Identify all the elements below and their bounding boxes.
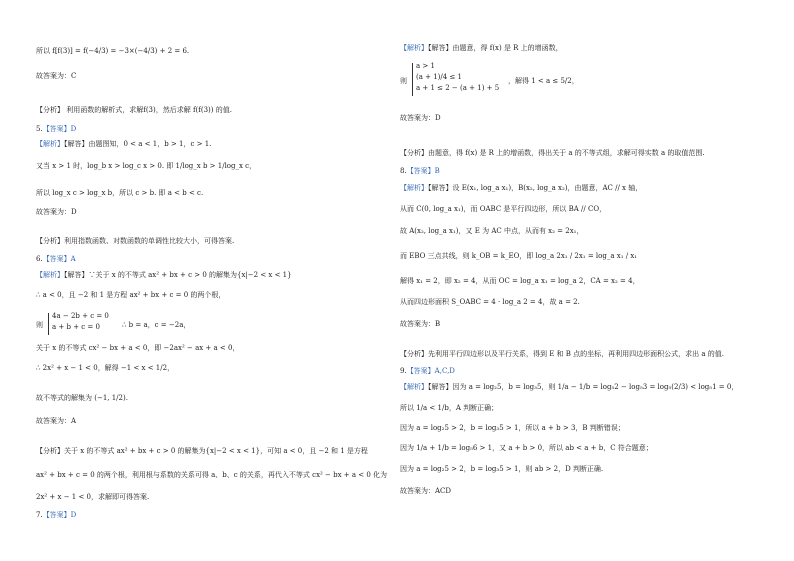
analysis-line: 【分析】关于 x 的不等式 ax² + bx + c > 0 的解集为{x|−2 < x < 1}，可知 a < 0，且 −2 和 1 是方程	[36, 447, 368, 455]
solution-line: 【解析】【解答】因为 a = log₂5，b = log₃5，则 1/a − 1/b = log₅2 − log₅3 = log₅(2/3) < log₅1 = 0，	[400, 383, 739, 391]
text-line: 而 EBO 三点共线，则 k_OB = k_EO，即 log_a 2x₁ / 2x₁ = log_a x₁ / x₁	[400, 252, 638, 260]
text-line: 所以 log_x c > log_x b，所以 c > b. 即 a < b < c.	[36, 189, 204, 197]
solution-line: 【解析】【解答】由题意，得 f(x) 是 R 上的增函数，	[400, 44, 563, 52]
solution-line: 【解析】【解答】∵关于 x 的不等式 ax² + bx + c > 0 的解集为{x|−2 < x < 1}	[36, 271, 292, 279]
text-line: 从而四边形面积 S_OABC = 4 · log_a 2 = 4，故 a = 2.	[400, 298, 580, 306]
question-number: 7.	[36, 511, 43, 519]
answer-label: 【答案】A	[42, 255, 76, 263]
solution-tag: 【解析】	[400, 44, 428, 52]
text-line: 因为 a = log₂5 > 2，b = log₃5 > 1，则 ab > 2，D 判断正确.	[400, 465, 604, 473]
text-line: 故答案为：A	[36, 417, 77, 425]
text-line: 故答案为：B	[400, 320, 441, 328]
text-line: 关于 x 的不等式 cx² − bx + a < 0，即 −2ax² − ax + a < 0，	[36, 344, 240, 352]
analysis-line: 【分析】先利用平行四边形以及平行关系，得到 E 和 B 点的坐标，再利用四边形面积公式，求出 a 的值.	[400, 350, 725, 358]
answer-label: 【答案】D	[42, 511, 77, 519]
text-line: 故答案为：C	[36, 72, 77, 80]
text-line: ∴ 2x² + x − 1 < 0，解得 −1 < x < 1/2，	[36, 364, 175, 372]
question-9-answer	[400, 368, 455, 375]
analysis-line: 【分析】 利用函数的解析式，求解f(3)，然后求解 f(f(3)) 的值.	[36, 106, 232, 114]
text-line: 故答案为：D	[400, 114, 441, 122]
analysis-line: ax² + bx + c = 0 的两个根，利用根与系数的关系可得 a、b、c 的关系，再代入不等式 cx² − bx + a < 0 化为	[36, 471, 388, 479]
solution-tag: 【解析】	[36, 271, 64, 279]
answer-label: 【答案】B	[406, 167, 440, 175]
text-line: 因为 a = log₂5 > 2，b = log₃5 > 1，所以 a + b > 3，B 判断错误；	[400, 424, 625, 432]
text-line: 又当 x > 1 时，log_b x > log_c x > 0. 即 1/log_x b > 1/log_x c，	[36, 162, 257, 170]
question-number: 8.	[400, 167, 407, 175]
question-number: 9.	[400, 367, 407, 375]
text-line: 所以 f[f(3)] = f(−4/3) = −3×(−4/3) + 2 = 6.	[36, 47, 190, 55]
text-line: 故不等式的解集为 (−1, 1/2).	[36, 394, 128, 402]
analysis-line: 2x² + x − 1 < 0，求解即可得答案.	[36, 493, 150, 501]
solution-tag: 【解析】	[400, 184, 428, 192]
question-number: 6.	[36, 255, 43, 263]
text-line: 故答案为：ACD	[400, 487, 452, 495]
text-line: 解得 x₁ = 2，即 x₂ = 4，从而 OC = log_a x₁ = log_a 2，CA = x₂ = 4，	[400, 277, 640, 285]
question-5-answer	[36, 126, 76, 133]
question-8-answer	[400, 168, 440, 175]
solution-tag: 【解析】	[400, 383, 428, 391]
text-line: 因为 1/a + 1/b = log₅6 > 1，又 a + b > 0，所以 ab < a + b，C 符合题意；	[400, 444, 653, 452]
question-7-answer	[36, 512, 76, 519]
text-line: 故答案为：D	[36, 208, 77, 216]
solution-line: 【解析】【解答】设 E(x₁, log_a x₁)，B(x₂, log_a x₂)，由题意，AC // x 轴，	[400, 184, 643, 192]
answer-label: 【答案】A,C,D	[406, 367, 455, 375]
question-6-answer	[36, 256, 76, 263]
text-line: ∴ a < 0，且 −2 和 1 是方程 ax² + bx + c = 0 的两个根，	[36, 291, 226, 299]
text-line: 故 A(x₂, log_a x₁)，又 E 为 AC 中点，从而有 x₂ = 2x₁，	[400, 227, 584, 235]
analysis-line: 【分析】利用指数函数、对数函数的单调性比较大小，可得答案.	[36, 237, 235, 245]
analysis-line: 【分析】由题意，得 f(x) 是 R 上的增函数，得出关于 a 的不等式组，求解可得实数 a 的取值范围.	[400, 149, 705, 157]
text-line: 从而 C(0, log_a x₁)，而 OABC 是平行四边形，所以 BA // CO，	[400, 205, 607, 213]
solution-line: 【解析】【解答】由题图知，0 < a < 1，b > 1，c > 1.	[36, 140, 212, 148]
answer-label: 【答案】D	[42, 125, 77, 133]
question-number: 5.	[36, 125, 43, 133]
worksheet-page: 所以 f[f(3)] = f(−4/3) = −3×(−4/3) + 2 = 6. 故答案为：C 【分析】 利用函数的解析式，求解f(3)，然后求解 f(f(3)) 的值. 5.【答案】D 【解析】【解答】由题图知，0 < a < 1，b > 1，c > 1. 又当 x > 1 时，log_b x > log_c x > 0. 即 1/log_x b > 1/log_x c， 所以 log_x c > log_x b，所以 c > b. 即 a < b < c. 故答案为：D 【分析】利用指数函数、对数函数的单调性比较大小，可得答案. 6.【答案】A 【解析】【解答】∵关于 x 的不等式 ax² + bx + c > 0 的解集为{x|−2 < x < 1} ∴ a < 0，且 −2 和 1 是方程 ax² + bx + c = 0 的两个根， 则 4a − 2b + c = 0 a + b + c = 0 ∴ b = a，c = −2a， 关于 x 的不等式 cx² − bx + a < 0，即 −2ax² − ax + a < 0， ∴ 2x² + x − 1 < 0，解得 −1 < x < 1/2， 故不等式的解集为 (−1, 1/2). 故答案为：A 【分析】关于 x 的不等式 ax² + bx + c > 0 的解集为{x|−2 < x < 1}，可知 a < 0，且 −2 和 1 是方程 ax² + bx + c = 0 的两个根，利用根与系数的关系可得 a、b、c 的关系，再代入不等式 cx² − bx + a < 0 化为 2x² + x − 1 < 0，求解即可得答案. 7.【答案】D 【解析】【解答】由题意，得 f(x) 是 R 上的增函数， 则 a > 1 (a + 1)/4 ≤ 1 a + 1 ≤ 2 − (a + 1) + 5 ，解得 1 < a ≤ 5/2， 故答案为：D 【分析】由题意，得 f(x) 是 R 上的增函数，得出关于 a 的不等式组，求解可得实数 a 的取值范围. 8.【答案】B 【解析】【解答】设 E(x₁, log_a x₁)，B(x₂, log_a x₂)，由题意，AC // x 轴， 从而 C(0, log_a x₁)，而 OABC 是平行四边形，所以 BA // CO， 故 A(x₂, log_a x₁)，又 E 为 AC 中点，从而有 x₂ = 2x₁， 而 EBO 三点共线，则 k_OB = k_EO，即 log_a 2x₁ / 2x₁ = log_a x₁ / x₁ 解得 x₁ = 2，即 x₂ = 4，从而 OC = log_a x₁ = log_a 2，CA = x₂ = 4， 从而四边形面积 S_OABC = 4 · log_a 2 = 4，故 a = 2. 故答案为：B 【分析】先利用平行四边形以及平行关系，得到 E 和 B 点的坐标，再利用四边形面积公式，求出 a 的值. 9.【答案】A,C,D 【解析】【解答】因为 a = log₂5，b = log₃5，则 1/a − 1/b = log₅2 − log₅3 = log₅(2/3) < log₅1 = 0， 所以 1/a < 1/b，A 判断正确； 因为 a = log₂5 > 2，b = log₃5 > 1，所以 a + b > 3，B 判断错误； 因为 1/a + 1/b = log₅6 > 1，又 a + b > 0，所以 ab < a + b，C 符合题意； 因为 a = log₂5 > 2，b = log₃5 > 1，则 ab > 2，D 判断正确. 故答案为：ACD	[36, 44, 739, 519]
text-line: 所以 1/a < 1/b，A 判断正确；	[400, 404, 499, 412]
solution-tag: 【解析】	[36, 140, 64, 148]
